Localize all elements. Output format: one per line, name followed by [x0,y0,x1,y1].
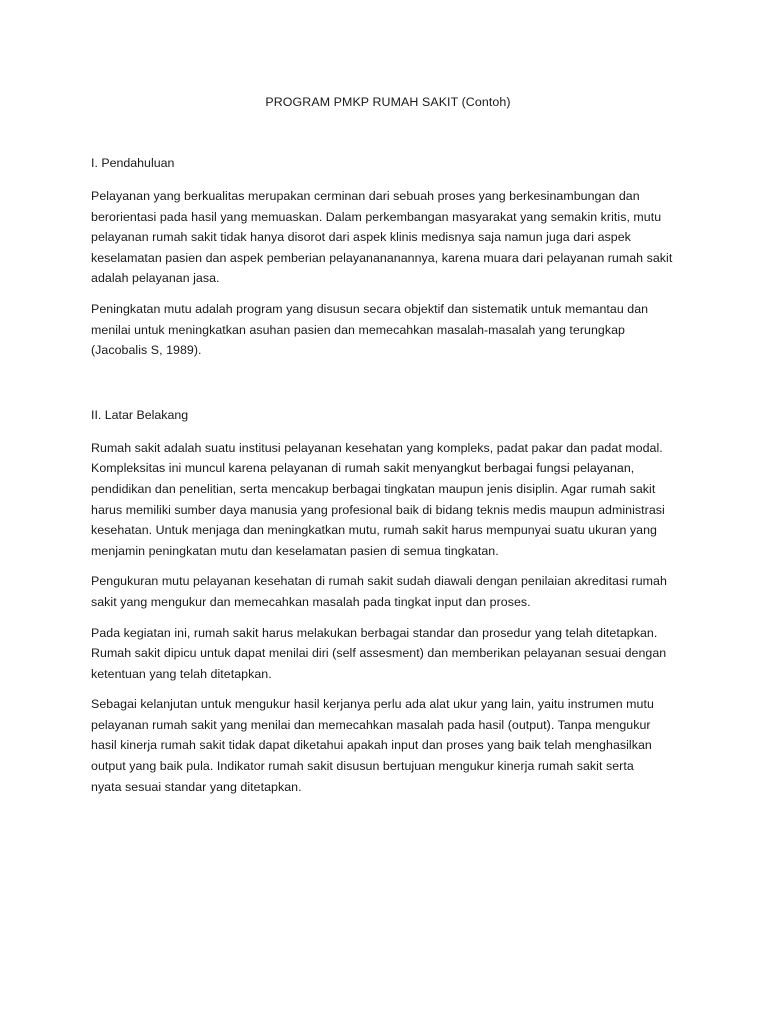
section-spacer [91,371,685,406]
paragraph-line: menilai untuk meningkatkan asuhan pasien dan memecahkan masalah-masalah yang terungkap [91,322,625,337]
paragraph-line: harus memiliki sumber daya manusia yang profesional baik di bidang teknis medis maupun administrasi [91,502,665,517]
paragraph [91,186,685,289]
paragraph-line: output yang baik pula. Indikator rumah sakit disusun bertujuan mengukur kinerja rumah sakit serta [91,759,634,774]
paragraph-line: ketentuan yang telah ditetapkan. [91,666,272,681]
paragraph-line: hasil kinerja rumah sakit tidak dapat diketahui apakah input dan proses yang baik telah menghasilkan [91,738,652,753]
paragraph [91,694,685,797]
section-heading: I. Pendahuluan [91,156,175,170]
paragraph-line: (Jacobalis S, 1989). [91,343,202,358]
section-pendahuluan [91,154,685,361]
paragraph-line: menjamin peningkatan mutu dan keselamatan pasien di semua tingkatan. [91,543,499,558]
paragraph-line: adalah pelayanan jasa. [91,271,220,286]
paragraph [91,299,685,361]
section-heading: II. Latar Belakang [91,407,189,422]
paragraph-line: sakit yang mengukur dan memecahkan masalah pada tingkat input dan proses. [91,594,531,609]
paragraph-line: pelayanan rumah sakit tidak hanya disorot dari aspek klinis medisnya saja namun juga dari aspek [91,230,631,245]
paragraph-line: kesehatan. Untuk menjaga dan meningkatkan mutu, rumah sakit harus mempunyai suatu ukuran yang [91,523,657,538]
paragraph-line: keselamatan pasien dan aspek pemberian pelayanananannya, karena muara dari pelayanan rumah sakit [91,250,673,265]
paragraph [91,623,685,685]
document-content [91,93,685,807]
paragraph-line: pendidikan dan penelitian, serta mencakup berbagai tingkatan maupun jenis disiplin. Agar rumah sakit [91,481,656,496]
paragraph-line: Kompleksitas ini muncul karena pelayanan di rumah sakit menyangkut berbagai fungsi pelayanan, [91,461,635,476]
paragraph-line: nyata sesuai standar yang ditetapkan. [91,779,302,794]
paragraph-line: Pengukuran mutu pelayanan kesehatan di rumah sakit sudah diawali dengan penilaian akreditasi rumah [91,574,667,589]
paragraph-line: Rumah sakit dipicu untuk dapat menilai diri (self assesment) dan memberikan pelayanan sesuai dengan [91,646,667,661]
paragraph-line: pelayanan rumah sakit yang menilai dan memecahkan masalah pada hasil (output). Tanpa mengukur [91,717,651,732]
paragraph [91,571,685,612]
paragraph [91,438,685,562]
paragraph-line: Pelayanan yang berkualitas merupakan cerminan dari sebuah proses yang berkesinambungan dan [91,189,640,203]
paragraph-line: Peningkatan mutu adalah program yang disusun secara objektif dan sistematik untuk memantau dan [91,301,649,316]
section-latar-belakang [91,406,685,798]
paragraph-line: Sebagai kelanjutan untuk mengukur hasil kerjanya perlu ada alat ukur yang lain, yaitu instrumen mutu [91,697,654,712]
paragraph-line: berorientasi pada hasil yang memuaskan. Dalam perkembangan masyarakat yang semakin kritis, mutu [91,209,662,224]
document-title: PROGRAM PMKP RUMAH SAKIT (Contoh) [265,95,511,109]
paragraph-line: Pada kegiatan ini, rumah sakit harus melakukan berbagai standar dan prosedur yang telah ditetapkan. [91,625,658,640]
paragraph-line: Rumah sakit adalah suatu institusi pelayanan kesehatan yang kompleks, padat pakar dan padat modal. [91,440,663,455]
